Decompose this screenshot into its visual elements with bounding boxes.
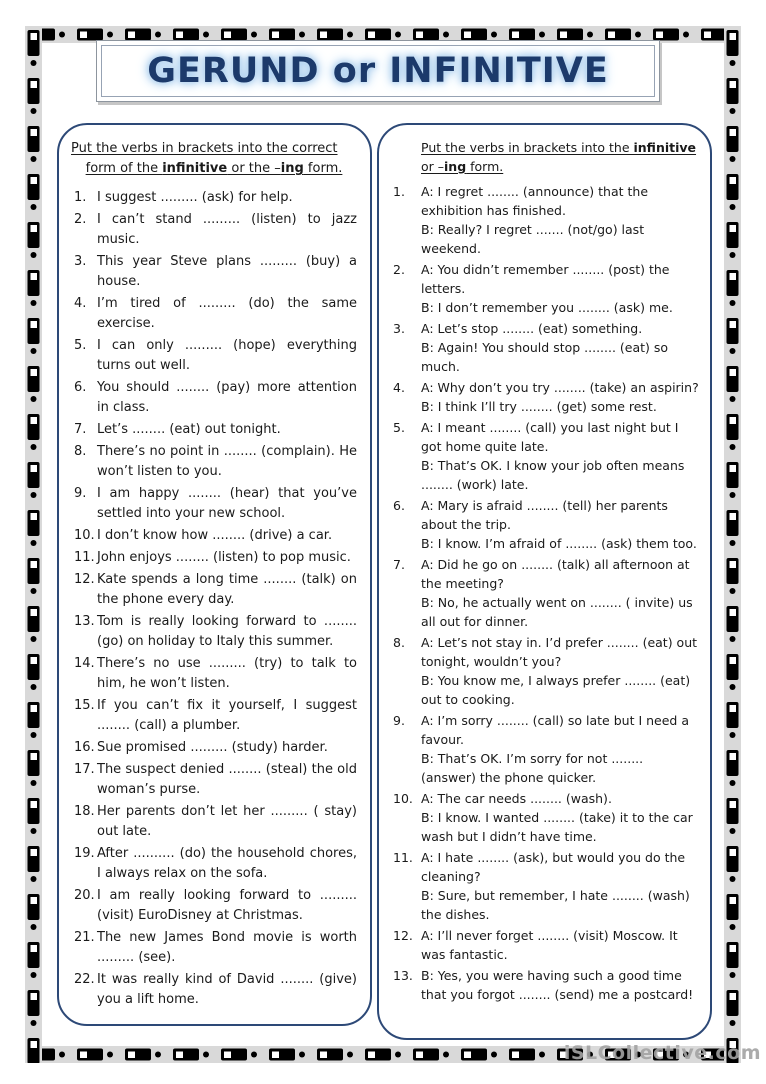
islcollective-watermark: iSLCollective.com [563, 1042, 761, 1064]
exercise-item [391, 633, 700, 709]
item-text: Tom is really looking forward to ........ (go) on holiday to Italy this summer. [97, 614, 357, 649]
item-text: I can only ......... (hope) everything turns out well. [97, 338, 357, 373]
item-text: If you can’t fix it yourself, I suggest ........ (call) a plumber. [97, 698, 357, 733]
item-text: I suggest ......... (ask) for help. [97, 190, 293, 205]
item-number: 16. [74, 740, 95, 755]
exercise-item [71, 844, 357, 884]
exercise-item [391, 926, 700, 964]
item-text: A: I’m sorry ........ (call) so late but I need a favour. B: That’s OK. I’m sorry for not ........ (answer) the phone quicker. [421, 713, 689, 785]
exercise-item [71, 802, 357, 842]
item-text: The suspect denied ........ (steal) the old woman’s purse. [97, 762, 357, 797]
exercise-item [71, 484, 357, 524]
item-number: 18. [74, 804, 95, 819]
exercise-item [71, 612, 357, 652]
exercise-item [391, 711, 700, 787]
item-number: 2. [393, 262, 405, 277]
exercise-item [71, 760, 357, 800]
item-text: I’m tired of ......... (do) the same exercise. [97, 296, 357, 331]
item-number: 10. [393, 791, 413, 806]
item-number: 22. [74, 972, 95, 987]
panel-heading: Put the verbs in brackets into the correct form of the infinitive or the –ing form. [71, 141, 343, 176]
item-text: Kate spends a long time ........ (talk) on the phone every day. [97, 572, 357, 607]
item-number: 12. [393, 928, 413, 943]
exercise-item [71, 336, 357, 376]
item-number: 14. [74, 656, 95, 671]
item-number: 21. [74, 930, 95, 945]
item-text: There’s no use ......... (try) to talk to him, he won’t listen. [97, 656, 357, 691]
worksheet-title: GERUND or INFINITIVE [147, 51, 609, 91]
exercise-item [71, 210, 357, 250]
exercise-panel-left [57, 123, 372, 1026]
item-text: A: I meant ........ (call) you last night but I got home quite late. B: That’s OK. I know your job often means ........ (work) late. [421, 420, 685, 492]
item-text: A: Let’s not stay in. I’d prefer ........ (eat) out tonight, wouldn’t you? B: You know me, I always prefer ........ (eat) out to cooking. [421, 635, 698, 707]
title-box [96, 40, 660, 102]
item-text: It was really kind of David ........ (give) you a lift home. [97, 972, 357, 1007]
item-number: 13. [74, 614, 95, 629]
item-number: 13. [393, 968, 413, 983]
exercise-item [391, 848, 700, 924]
item-text: I am happy ........ (hear) that you’ve settled into your new school. [97, 486, 357, 521]
exercise-item [71, 294, 357, 334]
exercise-item [71, 928, 357, 968]
item-number: 3. [74, 254, 87, 269]
exercise-item [71, 738, 357, 758]
item-number: 12. [74, 572, 95, 587]
exercise-item [71, 188, 357, 208]
exercise-item [71, 252, 357, 292]
exercise-item [391, 378, 700, 416]
item-number: 2. [74, 212, 87, 227]
item-text: A: I regret ........ (announce) that the exhibition has finished. B: Really? I regret ....... (not/go) last weekend. [421, 184, 649, 256]
item-number: 19. [74, 846, 95, 861]
item-text: Let’s ........ (eat) out tonight. [97, 422, 281, 437]
item-text: A: Why don’t you try ........ (take) an aspirin? B: I think I’ll try ........ (get) some rest. [421, 380, 699, 414]
item-number: 4. [74, 296, 87, 311]
item-text: B: Yes, you were having such a good time that you forgot ........ (send) me a postcard! [421, 968, 694, 1002]
item-number: 7. [74, 422, 87, 437]
item-text: After .......... (do) the household chores, I always relax on the sofa. [97, 846, 357, 881]
item-text: A: I hate ........ (ask), but would you do the cleaning? B: Sure, but remember, I hate ........ (wash) the dishes. [421, 850, 690, 922]
item-text: You should ........ (pay) more attention in class. [97, 380, 357, 415]
panel-heading: Put the verbs in brackets into the infinitive or –ing form. [421, 140, 697, 174]
item-text: A: You didn’t remember ........ (post) the letters. B: I don’t remember you ........ (ask) me. [421, 262, 673, 315]
item-text: I can’t stand ......... (listen) to jazz music. [97, 212, 357, 247]
exercise-item [71, 420, 357, 440]
exercise-item [71, 970, 357, 1010]
item-number: 1. [74, 190, 87, 205]
item-text: A: Mary is afraid ........ (tell) her parents about the trip. B: I know. I’m afraid of ........ (ask) them too. [421, 498, 697, 551]
item-number: 5. [74, 338, 87, 353]
item-number: 6. [74, 380, 87, 395]
exercise-item [71, 696, 357, 736]
exercise-item [391, 260, 700, 317]
exercise-item [71, 442, 357, 482]
exercise-item [71, 654, 357, 694]
item-text: Her parents don’t let her ......... ( stay) out late. [97, 804, 357, 839]
item-number: 1. [393, 184, 405, 199]
exercise-item [391, 966, 700, 1004]
item-number: 7. [393, 557, 405, 572]
item-number: 4. [393, 380, 405, 395]
item-text: John enjoys ........ (listen) to pop music. [97, 550, 351, 565]
item-number: 9. [393, 713, 405, 728]
item-number: 8. [393, 635, 405, 650]
exercise-item [71, 526, 357, 546]
exercise-item [391, 496, 700, 553]
item-number: 5. [393, 420, 405, 435]
item-number: 3. [393, 321, 405, 336]
item-number: 8. [74, 444, 87, 459]
exercise-item [391, 418, 700, 494]
item-text: A: Let’s stop ........ (eat) something. B: Again! You should stop ........ (eat) so much. [421, 321, 669, 374]
item-text: I don’t know how ........ (drive) a car. [97, 528, 333, 543]
item-text: There’s no point in ........ (complain). He won’t listen to you. [97, 444, 357, 479]
exercise-item [391, 555, 700, 631]
item-number: 11. [393, 850, 413, 865]
exercise-item [71, 378, 357, 418]
exercise-item [391, 182, 700, 258]
item-number: 15. [74, 698, 95, 713]
exercise-item [71, 548, 357, 568]
exercise-item [391, 789, 700, 846]
decorative-border-left [25, 26, 42, 1063]
item-number: 6. [393, 498, 405, 513]
exercise-item [71, 886, 357, 926]
item-text: The new James Bond movie is worth ......... (see). [97, 930, 357, 965]
item-number: 10. [74, 528, 95, 543]
exercise-panel-right [377, 123, 712, 1040]
item-number: 17. [74, 762, 95, 777]
item-text: This year Steve plans ......... (buy) a house. [97, 254, 357, 289]
item-number: 11. [74, 550, 95, 565]
item-text: A: The car needs ........ (wash). B: I know. I wanted ........ (take) it to the car wash but I didn’t have time. [421, 791, 693, 844]
item-text: A: I’ll never forget ........ (visit) Moscow. It was fantastic. [421, 928, 678, 962]
exercise-item [391, 319, 700, 376]
decorative-border-right [724, 26, 741, 1063]
item-text: Sue promised ......... (study) harder. [97, 740, 328, 755]
item-text: I am really looking forward to ......... (visit) EuroDisney at Christmas. [97, 888, 357, 923]
item-number: 9. [74, 486, 87, 501]
item-number: 20. [74, 888, 95, 903]
item-text: A: Did he go on ........ (talk) all afternoon at the meeting? B: No, he actually went on ........ ( invite) us all out for dinner. [421, 557, 693, 629]
exercise-item [71, 570, 357, 610]
